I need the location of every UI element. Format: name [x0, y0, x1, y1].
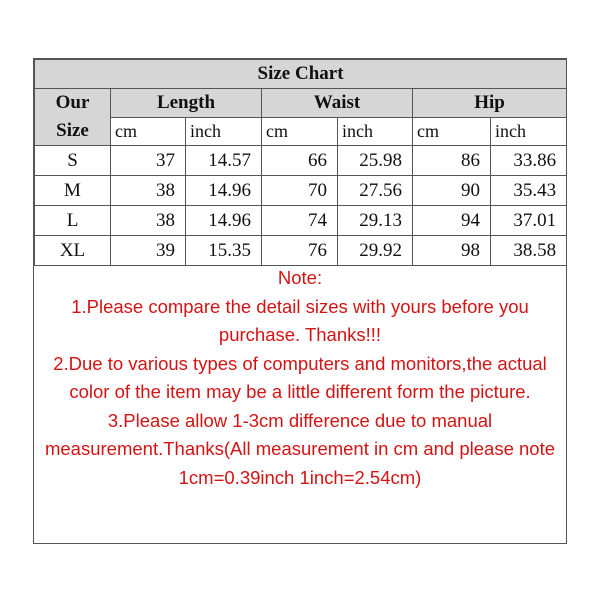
value-cell: 15.35 — [186, 236, 262, 266]
our-size-header — [35, 89, 111, 146]
value-cell: 37.01 — [491, 206, 567, 236]
chart-title: Size Chart — [35, 60, 567, 89]
value-cell: 90 — [413, 176, 491, 206]
value-cell: 35.43 — [491, 176, 567, 206]
table-row — [35, 236, 567, 266]
value-cell: 14.57 — [186, 146, 262, 176]
size-chart-frame — [33, 58, 567, 544]
note-1: 1.Please compare the detail sizes with yours before you purchase. Thanks!!! — [71, 295, 529, 345]
unit-waist-inch: inch — [338, 118, 413, 146]
length-header: Length — [111, 89, 262, 118]
note-3: 3.Please allow 1-3cm difference due to manual measurement.Thanks(All measurement in cm and please note 1cm=0.39inch 1inch=2.54cm) — [44, 409, 556, 488]
size-cell: M — [35, 176, 111, 206]
unit-waist-cm: cm — [262, 118, 338, 146]
value-cell: 14.96 — [186, 206, 262, 236]
unit-hip-inch: inch — [491, 118, 567, 146]
value-cell: 76 — [262, 236, 338, 266]
size-cell: L — [35, 206, 111, 236]
value-cell: 14.96 — [186, 176, 262, 206]
notes-section — [34, 264, 566, 492]
value-cell: 98 — [413, 236, 491, 266]
value-cell: 74 — [262, 206, 338, 236]
value-cell: 38 — [111, 206, 186, 236]
size-cell: XL — [35, 236, 111, 266]
table-row — [35, 176, 567, 206]
our-size-label-line1: Our — [55, 92, 90, 113]
value-cell: 66 — [262, 146, 338, 176]
our-size-label-line2: Size — [56, 120, 89, 141]
value-cell: 70 — [262, 176, 338, 206]
size-cell: S — [35, 146, 111, 176]
value-cell: 39 — [111, 236, 186, 266]
size-chart-table — [34, 59, 567, 266]
value-cell: 86 — [413, 146, 491, 176]
table-row — [35, 206, 567, 236]
note-heading: Note: — [277, 267, 323, 288]
value-cell: 38 — [111, 176, 186, 206]
value-cell: 38.58 — [491, 236, 567, 266]
hip-header: Hip — [413, 89, 567, 118]
value-cell: 27.56 — [338, 176, 413, 206]
waist-header: Waist — [262, 89, 413, 118]
table-row — [35, 146, 567, 176]
unit-hip-cm: cm — [413, 118, 491, 146]
value-cell: 29.92 — [338, 236, 413, 266]
note-2: 2.Due to various types of computers and monitors,the actual color of the item may be a little different form the picture. — [53, 352, 547, 402]
value-cell: 33.86 — [491, 146, 567, 176]
value-cell: 29.13 — [338, 206, 413, 236]
unit-length-cm: cm — [111, 118, 186, 146]
value-cell: 94 — [413, 206, 491, 236]
unit-length-inch: inch — [186, 118, 262, 146]
value-cell: 25.98 — [338, 146, 413, 176]
value-cell: 37 — [111, 146, 186, 176]
